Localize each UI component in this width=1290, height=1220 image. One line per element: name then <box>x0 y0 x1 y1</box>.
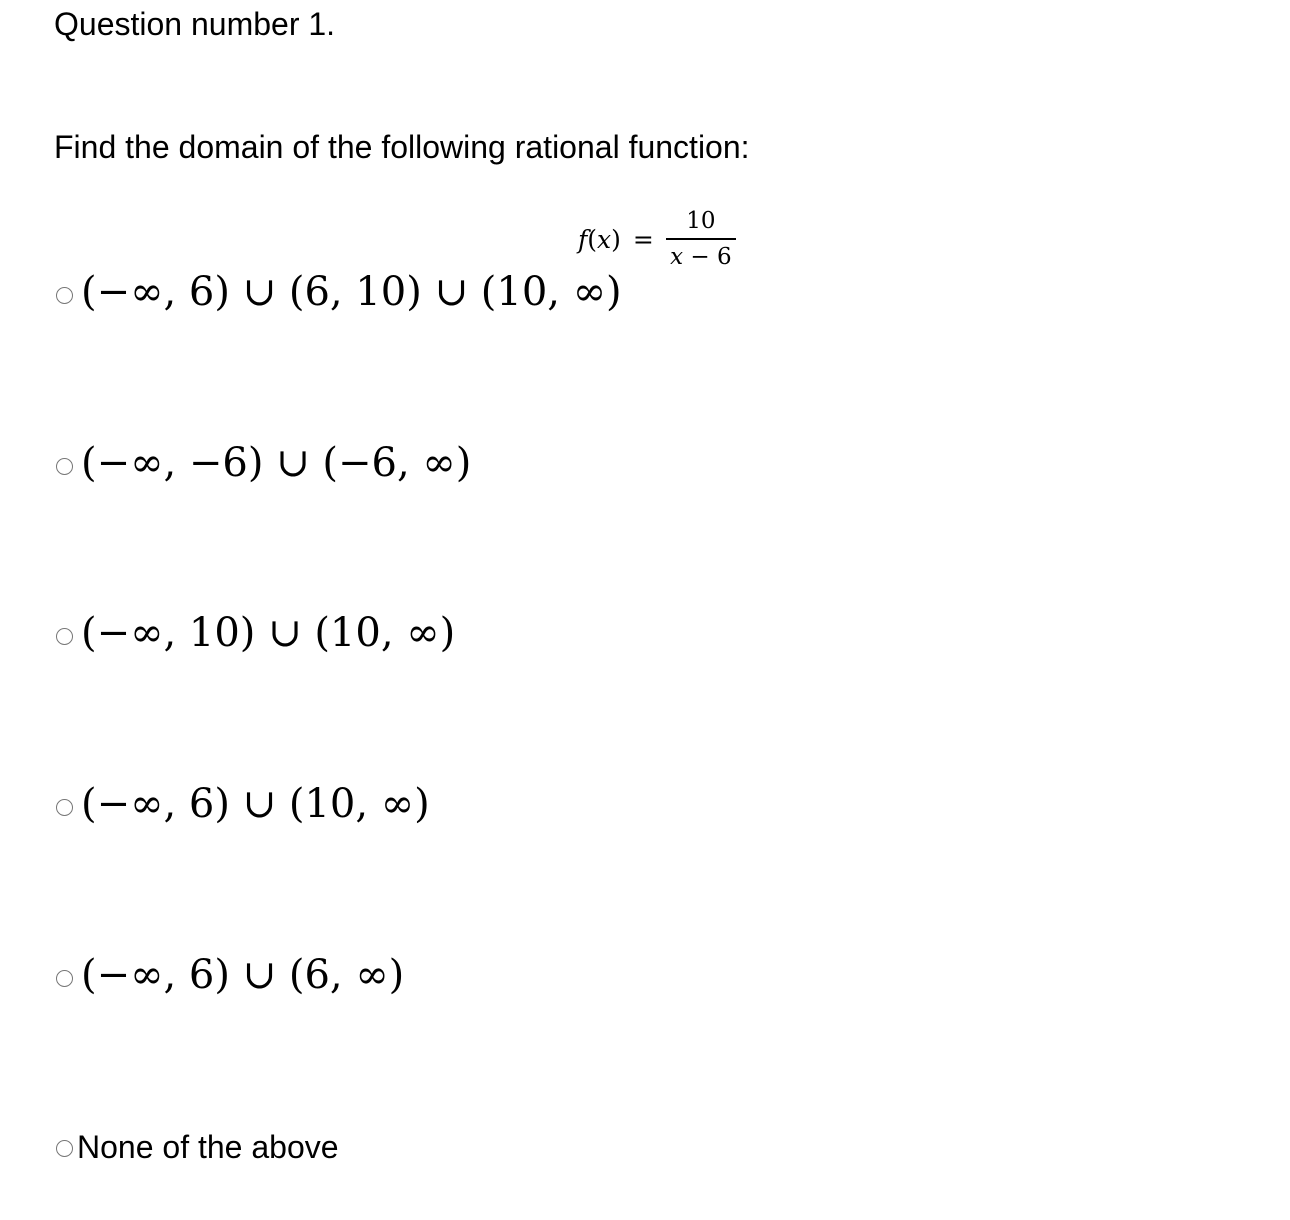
function-name: f <box>578 224 588 254</box>
radio-button-icon[interactable] <box>56 1140 73 1157</box>
question-heading: Question number 1. <box>54 6 336 42</box>
radio-button-icon[interactable] <box>56 628 73 645</box>
function-close-paren: ) <box>611 224 621 254</box>
answer-option-1[interactable] <box>56 266 622 318</box>
equals-sign: = <box>632 224 654 254</box>
answer-option-label: None of the above <box>77 1129 339 1165</box>
function-variable: x <box>597 224 612 254</box>
answer-option-4[interactable] <box>56 778 430 830</box>
denominator-variable: x <box>670 243 684 270</box>
function-open-paren: ( <box>587 224 598 254</box>
radio-button-icon[interactable] <box>56 458 73 475</box>
fraction-denominator <box>670 240 732 270</box>
answer-option-label: (−∞, 10) ∪ (10, ∞) <box>81 610 456 656</box>
answer-option-6[interactable] <box>56 1127 339 1167</box>
answer-option-3[interactable] <box>56 607 455 659</box>
radio-button-icon[interactable] <box>56 970 73 987</box>
question-prompt: Find the domain of the following rational function: <box>54 129 750 165</box>
function-lhs <box>578 225 621 254</box>
answer-option-2[interactable] <box>56 437 471 489</box>
fraction <box>666 208 736 270</box>
fraction-numerator: 10 <box>686 208 716 235</box>
radio-button-icon[interactable] <box>56 799 73 816</box>
answer-option-label: (−∞, 6) ∪ (6, ∞) <box>81 952 405 998</box>
answer-option-label: (−∞, 6) ∪ (6, 10) ∪ (10, ∞) <box>81 269 622 315</box>
answer-option-5[interactable] <box>56 949 404 1001</box>
answer-option-label: (−∞, −6) ∪ (−6, ∞) <box>81 440 472 486</box>
function-equation <box>578 204 736 274</box>
radio-button-icon[interactable] <box>56 287 73 304</box>
answer-option-label: (−∞, 6) ∪ (10, ∞) <box>81 781 430 827</box>
denominator-rest: − 6 <box>683 243 732 270</box>
